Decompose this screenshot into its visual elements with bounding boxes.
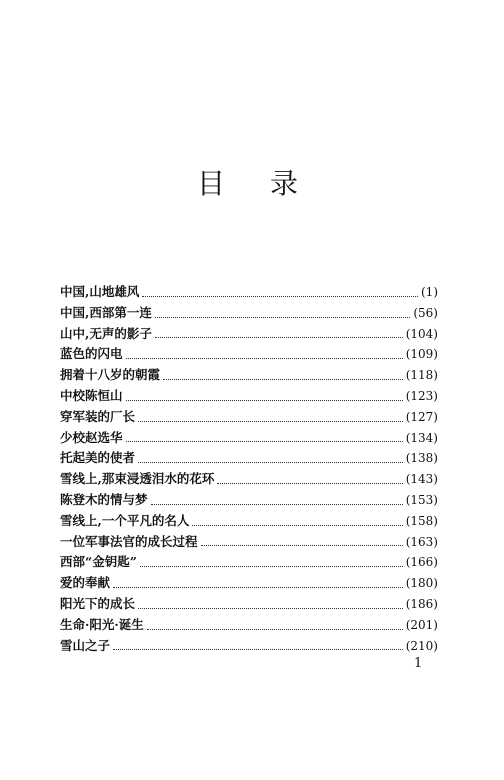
dot-leader xyxy=(151,504,403,505)
toc-entry-page: (180) xyxy=(405,576,438,591)
toc-entry xyxy=(60,511,438,532)
dot-leader xyxy=(147,629,403,630)
dot-leader xyxy=(163,379,403,380)
toc-entry-title: 一位军事法官的成长过程 xyxy=(60,533,198,549)
dot-leader xyxy=(140,566,403,567)
toc-entry-page: (166) xyxy=(405,555,438,570)
toc-entry-title: 托起美的使者 xyxy=(60,450,136,466)
toc-entry xyxy=(60,552,438,573)
toc-entry-title: 西部“金钥匙” xyxy=(60,554,137,570)
toc-entry-page: (123) xyxy=(405,388,438,403)
toc-entry xyxy=(60,636,438,657)
dot-leader xyxy=(126,400,403,401)
toc-entry-title: 生命·阳光·诞生 xyxy=(60,616,144,632)
toc-entry xyxy=(60,490,438,511)
title-char-2: 录 xyxy=(270,167,299,200)
toc-entry xyxy=(60,615,438,636)
dot-leader xyxy=(113,649,403,650)
toc-entry-title: 中校陈恒山 xyxy=(60,387,123,403)
toc-entry-page: (163) xyxy=(405,534,438,549)
toc-entry-page: (153) xyxy=(405,492,438,507)
dot-leader xyxy=(126,358,403,359)
toc-entry-title: 中国,西部第一连 xyxy=(60,304,152,320)
toc-entry-page: (118) xyxy=(405,368,438,383)
toc-entry xyxy=(60,448,438,469)
toc-entry xyxy=(60,282,438,303)
title-char-1: 目 xyxy=(197,167,226,200)
dot-leader xyxy=(155,317,411,318)
toc-entry xyxy=(60,303,438,324)
toc-entry xyxy=(60,365,438,386)
toc-entry-page: (158) xyxy=(405,513,438,528)
toc-entry-title: 山中,无声的影子 xyxy=(60,325,152,341)
toc-entry-title: 少校赵选华 xyxy=(60,429,123,445)
toc-entry-page: (56) xyxy=(413,305,438,320)
toc-entry xyxy=(60,594,438,615)
toc-entry xyxy=(60,407,438,428)
dot-leader xyxy=(201,545,403,546)
toc-entry-title: 雪线上,一个平凡的名人 xyxy=(60,512,190,528)
toc-entry-page: (143) xyxy=(405,472,438,487)
toc-entry-page: (104) xyxy=(405,326,438,341)
dot-leader xyxy=(113,587,403,588)
toc-entry-page: (127) xyxy=(405,409,438,424)
toc-entry-page: (201) xyxy=(405,617,438,632)
dot-leader xyxy=(138,462,403,463)
dot-leader xyxy=(126,441,403,442)
dot-leader xyxy=(217,483,402,484)
dot-leader xyxy=(155,337,403,338)
toc-entry xyxy=(60,573,438,594)
toc-entry xyxy=(60,428,438,449)
page-number: 1 xyxy=(414,656,423,671)
toc-entry-title: 中国,山地雄风 xyxy=(60,284,140,299)
toc-entry-title: 雪线上,那束浸透泪水的花环 xyxy=(60,471,215,487)
toc-entry-title: 雪山之子 xyxy=(60,637,111,653)
table-of-contents xyxy=(60,282,438,656)
toc-entry-page: (210) xyxy=(405,638,438,653)
toc-entry-title: 阳光下的成长 xyxy=(60,595,136,611)
dot-leader xyxy=(138,421,403,422)
toc-entry xyxy=(60,344,438,365)
page-title xyxy=(0,166,504,206)
toc-entry-title: 爱的奉献 xyxy=(60,575,111,591)
toc-entry xyxy=(60,386,438,407)
toc-entry-title: 穿军装的厂长 xyxy=(60,408,136,424)
toc-entry xyxy=(60,324,438,345)
toc-entry-page: (109) xyxy=(405,347,438,362)
dot-leader xyxy=(142,296,418,297)
toc-entry xyxy=(60,469,438,490)
toc-entry-page: (1) xyxy=(421,285,438,299)
dot-leader xyxy=(192,525,402,526)
toc-entry-title: 蓝色的闪电 xyxy=(60,346,123,362)
toc-entry xyxy=(60,532,438,553)
toc-entry-page: (134) xyxy=(405,430,438,445)
toc-entry-title: 拥着十八岁的朝霞 xyxy=(60,367,161,383)
toc-entry-title: 陈登木的情与梦 xyxy=(60,491,148,507)
toc-entry-page: (138) xyxy=(405,451,438,466)
dot-leader xyxy=(138,608,403,609)
toc-entry-page: (186) xyxy=(405,596,438,611)
